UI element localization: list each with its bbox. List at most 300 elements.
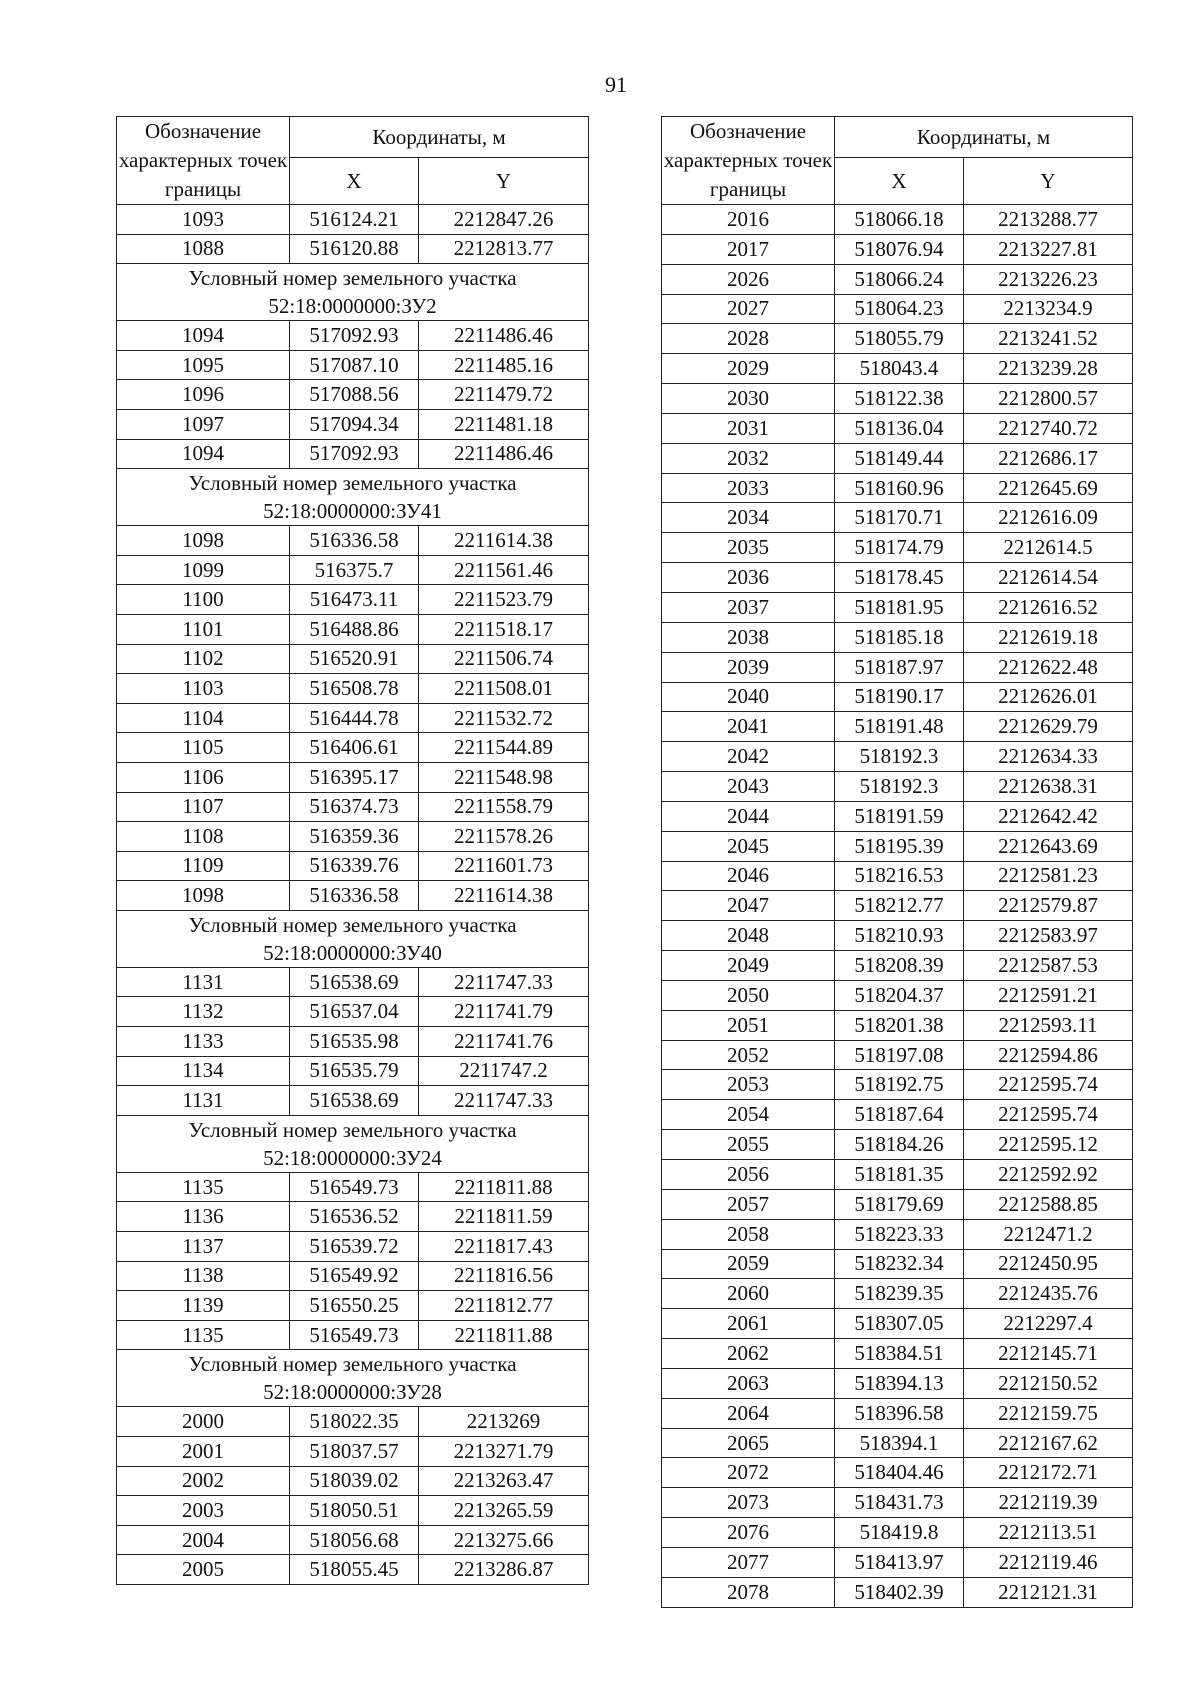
x-coordinate-cell: 518191.48 xyxy=(835,712,964,742)
parcel-section-cell xyxy=(117,1115,589,1172)
x-coordinate-cell: 518212.77 xyxy=(835,891,964,921)
y-coordinate-cell: 2211741.76 xyxy=(419,1027,589,1057)
point-number-cell: 2042 xyxy=(662,742,835,772)
x-coordinate-cell: 518066.24 xyxy=(835,264,964,294)
x-coordinate-cell: 518056.68 xyxy=(290,1525,419,1555)
y-coordinate-cell: 2212595.12 xyxy=(964,1130,1133,1160)
point-number-cell: 2016 xyxy=(662,205,835,235)
y-coordinate-cell: 2212592.92 xyxy=(964,1160,1133,1190)
x-coordinate-cell: 518184.26 xyxy=(835,1130,964,1160)
point-row xyxy=(662,1100,1133,1130)
x-coordinate-cell: 516124.21 xyxy=(290,205,419,235)
y-coordinate-cell: 2213234.9 xyxy=(964,294,1133,324)
parcel-code: 52:18:0000000:ЗУ2 xyxy=(268,294,437,319)
x-coordinate-cell: 518055.45 xyxy=(290,1555,419,1585)
y-coordinate-cell: 2212587.53 xyxy=(964,951,1133,981)
point-number-cell: 2045 xyxy=(662,831,835,861)
point-row xyxy=(662,742,1133,772)
point-number-cell: 2040 xyxy=(662,682,835,712)
point-number-cell: 1100 xyxy=(117,585,290,615)
y-coordinate-cell: 2211561.46 xyxy=(419,555,589,585)
y-coordinate-cell: 2211614.38 xyxy=(419,526,589,556)
x-coordinate-cell: 518178.45 xyxy=(835,563,964,593)
parcel-section-cell xyxy=(117,469,589,526)
x-coordinate-cell: 518050.51 xyxy=(290,1496,419,1526)
point-number-cell: 1094 xyxy=(117,439,290,469)
point-number-cell: 1135 xyxy=(117,1320,290,1350)
x-coordinate-cell: 516359.36 xyxy=(290,822,419,852)
x-coordinate-cell: 518307.05 xyxy=(835,1309,964,1339)
point-row xyxy=(662,801,1133,831)
point-number-cell: 2041 xyxy=(662,712,835,742)
x-coordinate-cell: 516395.17 xyxy=(290,762,419,792)
x-coordinate-cell: 516549.73 xyxy=(290,1172,419,1202)
point-number-cell: 2049 xyxy=(662,951,835,981)
y-coordinate-cell: 2213271.79 xyxy=(419,1437,589,1467)
point-row xyxy=(117,409,589,439)
point-row xyxy=(662,712,1133,742)
x-coordinate-cell: 516536.52 xyxy=(290,1202,419,1232)
point-number-cell: 2017 xyxy=(662,234,835,264)
x-coordinate-cell: 518187.97 xyxy=(835,652,964,682)
y-coordinate-cell: 2212614.54 xyxy=(964,563,1133,593)
point-column-header: Обозначение характерных точек границы xyxy=(117,117,290,205)
y-coordinate-cell: 2212638.31 xyxy=(964,772,1133,802)
x-coordinate-cell: 518055.79 xyxy=(835,324,964,354)
parcel-code: 52:18:0000000:ЗУ24 xyxy=(263,1145,442,1170)
point-number-cell: 1133 xyxy=(117,1027,290,1057)
point-row xyxy=(662,831,1133,861)
point-row xyxy=(662,294,1133,324)
y-coordinate-cell: 2212686.17 xyxy=(964,443,1133,473)
point-row xyxy=(662,652,1133,682)
point-row xyxy=(117,234,589,264)
x-coordinate-cell: 518192.3 xyxy=(835,772,964,802)
x-coordinate-cell: 518192.3 xyxy=(835,742,964,772)
point-number-cell: 2051 xyxy=(662,1010,835,1040)
point-number-cell: 2062 xyxy=(662,1339,835,1369)
coordinates-table-right xyxy=(661,116,1133,1608)
point-row xyxy=(117,555,589,585)
point-row xyxy=(117,792,589,822)
point-number-cell: 2072 xyxy=(662,1458,835,1488)
x-coordinate-cell: 518216.53 xyxy=(835,861,964,891)
x-coordinate-cell: 517092.93 xyxy=(290,439,419,469)
y-coordinate-cell: 2211506.74 xyxy=(419,644,589,674)
x-coordinate-cell: 518195.39 xyxy=(835,831,964,861)
point-number-cell: 2064 xyxy=(662,1398,835,1428)
x-coordinate-cell: 516374.73 xyxy=(290,792,419,822)
point-number-cell: 1138 xyxy=(117,1261,290,1291)
point-row xyxy=(662,1279,1133,1309)
x-coordinate-cell: 516375.7 xyxy=(290,555,419,585)
point-number-cell: 1107 xyxy=(117,792,290,822)
point-row xyxy=(117,585,589,615)
right-table-body xyxy=(662,205,1133,1608)
x-coordinate-cell: 518208.39 xyxy=(835,951,964,981)
point-row xyxy=(662,324,1133,354)
x-coordinate-cell: 516336.58 xyxy=(290,881,419,911)
y-coordinate-cell: 2212643.69 xyxy=(964,831,1133,861)
point-number-cell: 2078 xyxy=(662,1577,835,1607)
y-coordinate-cell: 2211523.79 xyxy=(419,585,589,615)
x-coordinate-cell: 518197.08 xyxy=(835,1040,964,1070)
x-coordinate-cell: 518076.94 xyxy=(835,234,964,264)
y-coordinate-cell: 2212622.48 xyxy=(964,652,1133,682)
point-row xyxy=(662,622,1133,652)
x-coordinate-cell: 516339.76 xyxy=(290,851,419,881)
point-row xyxy=(117,733,589,763)
point-row xyxy=(117,1320,589,1350)
point-number-cell: 1094 xyxy=(117,321,290,351)
point-row xyxy=(117,1232,589,1262)
point-number-cell: 2004 xyxy=(117,1525,290,1555)
parcel-section-row xyxy=(117,1115,589,1172)
point-number-cell: 2048 xyxy=(662,921,835,951)
point-number-cell: 2076 xyxy=(662,1518,835,1548)
y-coordinate-cell: 2211811.88 xyxy=(419,1172,589,1202)
x-coordinate-cell: 518192.75 xyxy=(835,1070,964,1100)
y-coordinate-cell: 2212579.87 xyxy=(964,891,1133,921)
point-number-cell: 2035 xyxy=(662,533,835,563)
y-coordinate-cell: 2212450.95 xyxy=(964,1249,1133,1279)
y-coordinate-cell: 2211812.77 xyxy=(419,1291,589,1321)
parcel-section-cell xyxy=(117,1350,589,1407)
y-coordinate-cell: 2212593.11 xyxy=(964,1010,1133,1040)
point-number-cell: 2002 xyxy=(117,1466,290,1496)
point-row xyxy=(662,1368,1133,1398)
point-row xyxy=(662,234,1133,264)
left-table-body xyxy=(117,205,589,1585)
point-number-cell: 1098 xyxy=(117,526,290,556)
point-number-cell: 2060 xyxy=(662,1279,835,1309)
point-number-cell: 1096 xyxy=(117,380,290,410)
y-coordinate-cell: 2212172.71 xyxy=(964,1458,1133,1488)
y-coordinate-cell: 2211479.72 xyxy=(419,380,589,410)
point-row xyxy=(662,1189,1133,1219)
point-number-cell: 1105 xyxy=(117,733,290,763)
point-row xyxy=(117,321,589,351)
point-number-cell: 2055 xyxy=(662,1130,835,1160)
y-coordinate-cell: 2211741.79 xyxy=(419,997,589,1027)
x-coordinate-cell: 518419.8 xyxy=(835,1518,964,1548)
point-number-cell: 2039 xyxy=(662,652,835,682)
point-row xyxy=(662,1010,1133,1040)
point-row xyxy=(117,526,589,556)
y-coordinate-cell: 2213269 xyxy=(419,1407,589,1437)
x-coordinate-cell: 518174.79 xyxy=(835,533,964,563)
parcel-label: Условный номер земельного участка xyxy=(188,266,517,291)
point-number-cell: 1098 xyxy=(117,881,290,911)
point-number-cell: 2000 xyxy=(117,1407,290,1437)
y-coordinate-cell: 2212159.75 xyxy=(964,1398,1133,1428)
point-row xyxy=(117,1086,589,1116)
x-coordinate-cell: 517094.34 xyxy=(290,409,419,439)
point-row xyxy=(117,762,589,792)
point-number-cell: 2058 xyxy=(662,1219,835,1249)
point-number-cell: 2052 xyxy=(662,1040,835,1070)
y-coordinate-cell: 2212595.74 xyxy=(964,1100,1133,1130)
point-row xyxy=(117,1027,589,1057)
y-coordinate-cell: 2211518.17 xyxy=(419,614,589,644)
y-coordinate-cell: 2213288.77 xyxy=(964,205,1133,235)
point-number-cell: 2053 xyxy=(662,1070,835,1100)
y-coordinate-cell: 2213241.52 xyxy=(964,324,1133,354)
parcel-label: Условный номер земельного участка xyxy=(188,1352,517,1377)
point-number-cell: 1104 xyxy=(117,703,290,733)
point-number-cell: 1134 xyxy=(117,1056,290,1086)
point-row xyxy=(662,682,1133,712)
point-row xyxy=(662,533,1133,563)
point-row xyxy=(662,205,1133,235)
y-coordinate-cell: 2212167.62 xyxy=(964,1428,1133,1458)
y-coordinate-cell: 2212616.09 xyxy=(964,503,1133,533)
x-coordinate-cell: 516549.73 xyxy=(290,1320,419,1350)
y-coordinate-cell: 2211481.18 xyxy=(419,409,589,439)
x-coordinate-cell: 516550.25 xyxy=(290,1291,419,1321)
y-coordinate-cell: 2211747.2 xyxy=(419,1056,589,1086)
point-row xyxy=(662,1249,1133,1279)
x-coordinate-cell: 518394.1 xyxy=(835,1428,964,1458)
point-row xyxy=(662,443,1133,473)
y-coordinate-cell: 2212471.2 xyxy=(964,1219,1133,1249)
point-row xyxy=(662,891,1133,921)
x-coordinate-cell: 518210.93 xyxy=(835,921,964,951)
y-coordinate-cell: 2212591.21 xyxy=(964,980,1133,1010)
x-coordinate-cell: 516537.04 xyxy=(290,997,419,1027)
y-coordinate-cell: 2212113.51 xyxy=(964,1518,1133,1548)
point-row xyxy=(662,1458,1133,1488)
y-coordinate-cell: 2213265.59 xyxy=(419,1496,589,1526)
point-row xyxy=(117,439,589,469)
parcel-label: Условный номер земельного участка xyxy=(188,912,517,937)
x-column-header: X xyxy=(835,158,964,205)
point-row xyxy=(117,1291,589,1321)
point-row xyxy=(117,703,589,733)
y-coordinate-cell: 2212616.52 xyxy=(964,592,1133,622)
point-row xyxy=(117,350,589,380)
x-coordinate-cell: 518179.69 xyxy=(835,1189,964,1219)
point-row xyxy=(662,1130,1133,1160)
point-row xyxy=(117,997,589,1027)
point-row xyxy=(662,1398,1133,1428)
x-coordinate-cell: 518043.4 xyxy=(835,354,964,384)
parcel-section-row xyxy=(117,469,589,526)
point-number-cell: 2031 xyxy=(662,413,835,443)
x-coordinate-cell: 516520.91 xyxy=(290,644,419,674)
x-coordinate-cell: 518191.59 xyxy=(835,801,964,831)
point-row xyxy=(662,1428,1133,1458)
x-coordinate-cell: 518037.57 xyxy=(290,1437,419,1467)
point-number-cell: 2038 xyxy=(662,622,835,652)
point-row xyxy=(662,1070,1133,1100)
coordinates-header: Координаты, м xyxy=(835,117,1133,158)
point-number-cell: 1131 xyxy=(117,967,290,997)
x-coordinate-cell: 518201.38 xyxy=(835,1010,964,1040)
point-row xyxy=(117,1437,589,1467)
y-coordinate-cell: 2212583.97 xyxy=(964,921,1133,951)
point-row xyxy=(662,772,1133,802)
y-coordinate-cell: 2212614.5 xyxy=(964,533,1133,563)
point-row xyxy=(662,921,1133,951)
point-row xyxy=(662,503,1133,533)
parcel-section-cell xyxy=(117,264,589,321)
point-column-header: Обозначение характерных точек границы xyxy=(662,117,835,205)
x-coordinate-cell: 516549.92 xyxy=(290,1261,419,1291)
y-coordinate-cell: 2211508.01 xyxy=(419,674,589,704)
coordinates-table-left xyxy=(116,116,589,1585)
point-row xyxy=(662,592,1133,622)
x-coordinate-cell: 516508.78 xyxy=(290,674,419,704)
point-number-cell: 2037 xyxy=(662,592,835,622)
point-row xyxy=(117,1056,589,1086)
y-coordinate-cell: 2212619.18 xyxy=(964,622,1133,652)
y-coordinate-cell: 2211811.59 xyxy=(419,1202,589,1232)
x-coordinate-cell: 516336.58 xyxy=(290,526,419,556)
point-row xyxy=(662,980,1133,1010)
point-number-cell: 1136 xyxy=(117,1202,290,1232)
point-number-cell: 1097 xyxy=(117,409,290,439)
y-coordinate-cell: 2212119.46 xyxy=(964,1547,1133,1577)
x-coordinate-cell: 517092.93 xyxy=(290,321,419,351)
y-coordinate-cell: 2212634.33 xyxy=(964,742,1133,772)
page-number: 91 xyxy=(605,72,627,97)
x-coordinate-cell: 518402.39 xyxy=(835,1577,964,1607)
y-coordinate-cell: 2212588.85 xyxy=(964,1189,1133,1219)
point-number-cell: 1109 xyxy=(117,851,290,881)
point-number-cell: 1137 xyxy=(117,1232,290,1262)
point-number-cell: 2077 xyxy=(662,1547,835,1577)
parcel-label: Условный номер земельного участка xyxy=(188,471,517,496)
coordinates-header: Координаты, м xyxy=(290,117,589,158)
y-coordinate-cell: 2211614.38 xyxy=(419,881,589,911)
point-number-cell: 2026 xyxy=(662,264,835,294)
point-row xyxy=(662,1547,1133,1577)
point-number-cell: 2003 xyxy=(117,1496,290,1526)
y-coordinate-cell: 2212595.74 xyxy=(964,1070,1133,1100)
y-coordinate-cell: 2213226.23 xyxy=(964,264,1133,294)
x-coordinate-cell: 518064.23 xyxy=(835,294,964,324)
y-coordinate-cell: 2212119.39 xyxy=(964,1488,1133,1518)
x-coordinate-cell: 516406.61 xyxy=(290,733,419,763)
point-number-cell: 1131 xyxy=(117,1086,290,1116)
point-row xyxy=(662,384,1133,414)
point-number-cell: 2027 xyxy=(662,294,835,324)
x-coordinate-cell: 518223.33 xyxy=(835,1219,964,1249)
y-coordinate-cell: 2213286.87 xyxy=(419,1555,589,1585)
y-coordinate-cell: 2212121.31 xyxy=(964,1577,1133,1607)
x-coordinate-cell: 518204.37 xyxy=(835,980,964,1010)
x-coordinate-cell: 516444.78 xyxy=(290,703,419,733)
point-number-cell: 2005 xyxy=(117,1555,290,1585)
point-row xyxy=(662,1219,1133,1249)
x-coordinate-cell: 518404.46 xyxy=(835,1458,964,1488)
point-number-cell: 1103 xyxy=(117,674,290,704)
point-number-cell: 1135 xyxy=(117,1172,290,1202)
x-coordinate-cell: 518181.95 xyxy=(835,592,964,622)
x-coordinate-cell: 518149.44 xyxy=(835,443,964,473)
y-coordinate-cell: 2211558.79 xyxy=(419,792,589,822)
y-coordinate-cell: 2211747.33 xyxy=(419,967,589,997)
y-coordinate-cell: 2211811.88 xyxy=(419,1320,589,1350)
y-coordinate-cell: 2212581.23 xyxy=(964,861,1133,891)
x-coordinate-cell: 518431.73 xyxy=(835,1488,964,1518)
y-coordinate-cell: 2212642.42 xyxy=(964,801,1133,831)
y-coordinate-cell: 2212629.79 xyxy=(964,712,1133,742)
x-coordinate-cell: 518232.34 xyxy=(835,1249,964,1279)
x-coordinate-cell: 516488.86 xyxy=(290,614,419,644)
parcel-code: 52:18:0000000:ЗУ40 xyxy=(263,940,442,965)
point-row xyxy=(117,674,589,704)
point-number-cell: 2043 xyxy=(662,772,835,802)
parcel-section-cell xyxy=(117,910,589,967)
point-number-cell: 1099 xyxy=(117,555,290,585)
point-number-cell: 2061 xyxy=(662,1309,835,1339)
x-coordinate-cell: 518181.35 xyxy=(835,1160,964,1190)
y-coordinate-cell: 2211532.72 xyxy=(419,703,589,733)
x-coordinate-cell: 518039.02 xyxy=(290,1466,419,1496)
y-coordinate-cell: 2211544.89 xyxy=(419,733,589,763)
y-coordinate-cell: 2212297.4 xyxy=(964,1309,1133,1339)
point-number-cell: 1106 xyxy=(117,762,290,792)
point-number-cell: 1102 xyxy=(117,644,290,674)
y-coordinate-cell: 2211486.46 xyxy=(419,321,589,351)
point-row xyxy=(662,1488,1133,1518)
point-number-cell: 2046 xyxy=(662,861,835,891)
y-coordinate-cell: 2211578.26 xyxy=(419,822,589,852)
point-row xyxy=(662,1339,1133,1369)
point-number-cell: 1139 xyxy=(117,1291,290,1321)
y-coordinate-cell: 2213239.28 xyxy=(964,354,1133,384)
point-number-cell: 2047 xyxy=(662,891,835,921)
y-coordinate-cell: 2212645.69 xyxy=(964,473,1133,503)
point-number-cell: 2056 xyxy=(662,1160,835,1190)
point-row xyxy=(662,1040,1133,1070)
point-number-cell: 2050 xyxy=(662,980,835,1010)
point-number-cell: 1101 xyxy=(117,614,290,644)
x-coordinate-cell: 518022.35 xyxy=(290,1407,419,1437)
point-number-cell: 2033 xyxy=(662,473,835,503)
point-number-cell: 2057 xyxy=(662,1189,835,1219)
point-number-cell: 2036 xyxy=(662,563,835,593)
x-coordinate-cell: 516535.79 xyxy=(290,1056,419,1086)
point-row xyxy=(117,1466,589,1496)
point-row xyxy=(117,1172,589,1202)
x-coordinate-cell: 518187.64 xyxy=(835,1100,964,1130)
y-coordinate-cell: 2212800.57 xyxy=(964,384,1133,414)
point-number-cell: 1093 xyxy=(117,205,290,235)
point-row xyxy=(662,264,1133,294)
y-coordinate-cell: 2212740.72 xyxy=(964,413,1133,443)
point-number-cell: 2029 xyxy=(662,354,835,384)
point-number-cell: 2032 xyxy=(662,443,835,473)
point-row xyxy=(117,205,589,235)
x-coordinate-cell: 516120.88 xyxy=(290,234,419,264)
y-coordinate-cell: 2212626.01 xyxy=(964,682,1133,712)
point-number-cell: 2065 xyxy=(662,1428,835,1458)
x-coordinate-cell: 517088.56 xyxy=(290,380,419,410)
y-coordinate-cell: 2212594.86 xyxy=(964,1040,1133,1070)
point-row xyxy=(662,563,1133,593)
point-row xyxy=(117,1202,589,1232)
point-row xyxy=(117,644,589,674)
point-row xyxy=(117,1261,589,1291)
point-number-cell: 2044 xyxy=(662,801,835,831)
y-coordinate-cell: 2212145.71 xyxy=(964,1339,1133,1369)
point-number-cell: 2030 xyxy=(662,384,835,414)
parcel-section-row xyxy=(117,910,589,967)
point-row xyxy=(662,1160,1133,1190)
